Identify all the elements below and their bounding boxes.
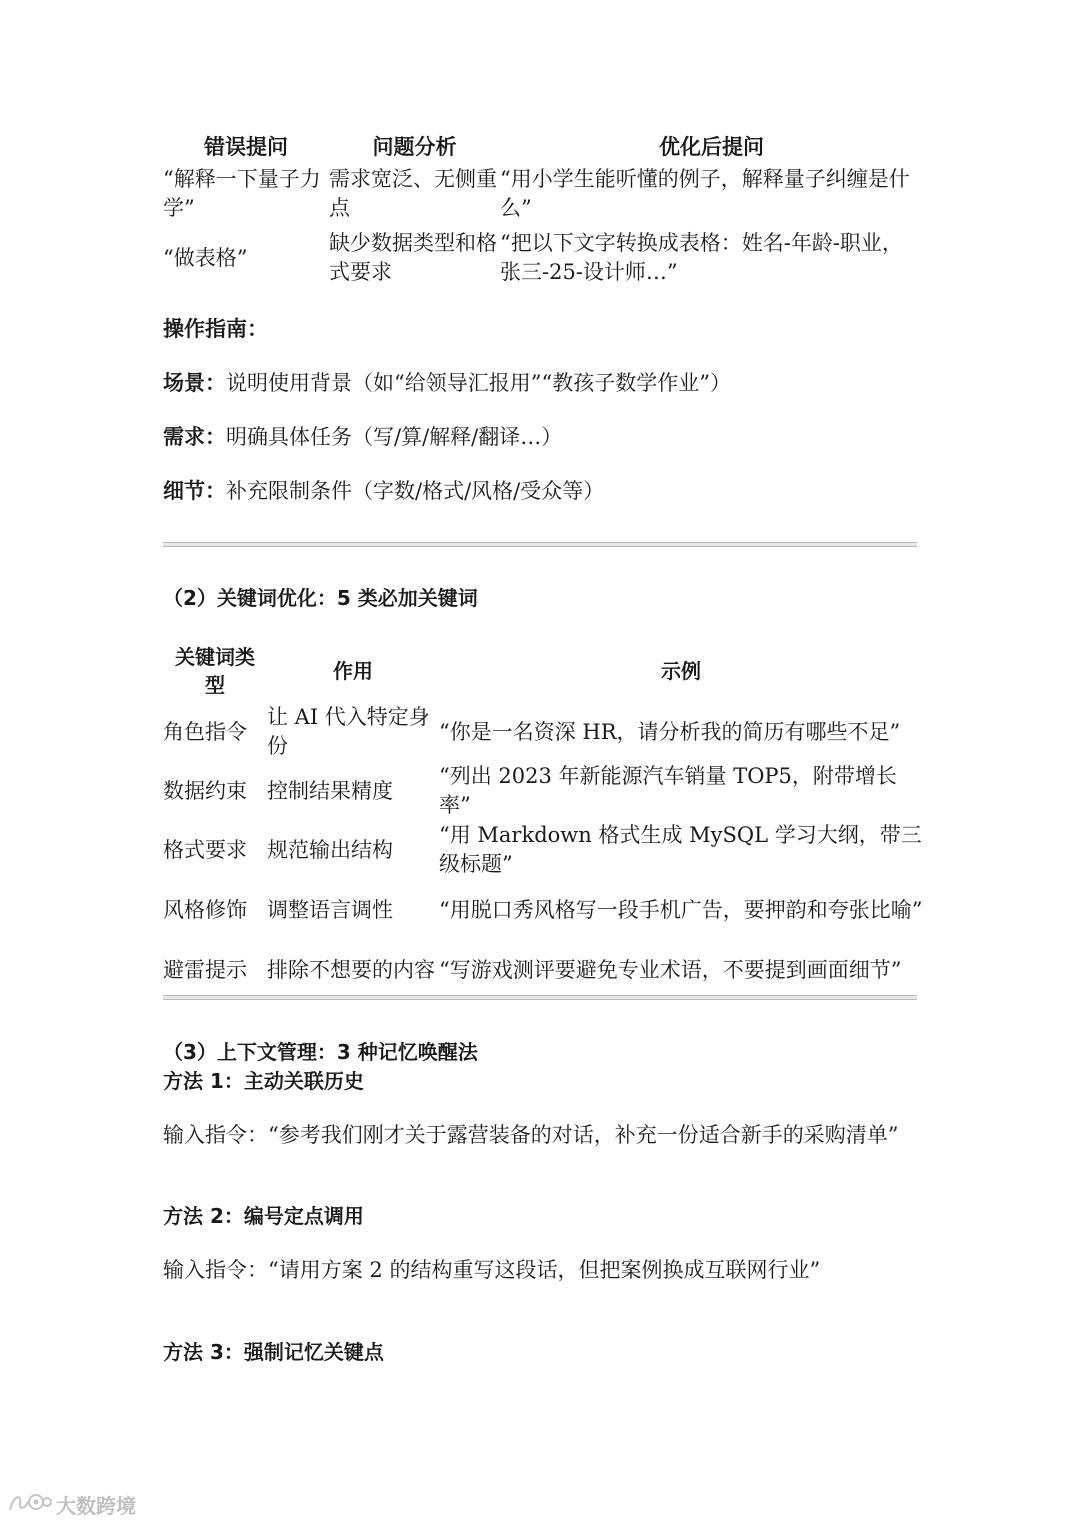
divider [163, 995, 917, 1000]
guide-item-label: 场景： [163, 371, 226, 395]
table-header-row [163, 133, 923, 165]
table-row [163, 702, 923, 762]
table-cell: 规范输出结构 [267, 837, 393, 862]
table-header: 错误提问 [204, 135, 288, 159]
table-row [163, 940, 923, 1000]
table-cell: “用 Markdown 格式生成 MySQL 学习大纲，带三级标题” [439, 823, 922, 876]
table-cell: 避雷提示 [163, 957, 247, 982]
section-title: （3）上下文管理：3 种记忆唤醒法 [163, 1040, 478, 1064]
method-title: 方法 1：主动关联历史 [163, 1069, 364, 1093]
divider [163, 542, 917, 547]
guide-item-text: 补充限制条件（字数/格式/风格/受众等） [226, 479, 605, 503]
table-cell: “用脱口秀风格写一段手机广告，要押韵和夸张比喻” [439, 897, 923, 922]
table-cell: 数据约束 [163, 778, 247, 803]
guide-item [163, 369, 731, 398]
table-cell: 角色指令 [163, 719, 247, 744]
watermark [8, 1490, 136, 1519]
table-cell: 缺少数据类型和格式要求 [329, 231, 497, 284]
table-cell: 需求宽泛、无侧重点 [329, 167, 497, 220]
table-row [163, 880, 923, 940]
guide-item-label: 需求： [163, 425, 226, 449]
table-header: 作用 [333, 658, 373, 683]
comparison-table [163, 133, 923, 293]
guide-item-label: 细节： [163, 479, 226, 503]
table-cell: “用小学生能听懂的例子，解释量子纠缠是什么” [500, 167, 910, 220]
table-cell: “解释一下量子力学” [163, 167, 321, 220]
table-row [163, 229, 923, 293]
method-title: 方法 2：编号定点调用 [163, 1204, 364, 1228]
table-cell: “写游戏测评要避免专业术语，不要提到画面细节” [439, 957, 902, 982]
table-row [163, 820, 923, 880]
table-cell: 调整语言调性 [267, 897, 393, 922]
watermark-text: 大数跨境 [56, 1494, 136, 1518]
table-row [163, 165, 923, 229]
table-header: 优化后提问 [659, 135, 764, 159]
table-header: 关键词类型 [175, 644, 255, 697]
guide-title: 操作指南： [163, 317, 268, 341]
table-cell: “把以下文字转换成表格：姓名-年龄-职业，张三-25-设计师…” [500, 231, 903, 284]
table-header-row [163, 640, 923, 702]
method-text: 输入指令：“请用方案 2 的结构重写这段话，但把案例换成互联网行业” [163, 1258, 821, 1282]
method-text: 输入指令：“参考我们刚才关于露营装备的对话，补充一份适合新手的采购清单” [163, 1123, 899, 1147]
table-header: 示例 [661, 658, 701, 683]
guide-item-text: 说明使用背景（如“给领导汇报用”“教孩子数学作业”） [226, 371, 731, 395]
guide-item-text: 明确具体任务（写/算/解释/翻译…） [226, 425, 563, 449]
guide-item [163, 477, 604, 506]
section-title: （2）关键词优化：5 类必加关键词 [163, 586, 478, 610]
table-cell: 控制结果精度 [267, 778, 393, 803]
method-title: 方法 3：强制记忆关键点 [163, 1340, 384, 1364]
keyword-table [163, 640, 923, 1000]
table-cell: 风格修饰 [163, 897, 247, 922]
table-cell: 让 AI 代入特定身份 [267, 705, 430, 758]
table-cell: “做表格” [163, 245, 248, 270]
table-cell: 排除不想要的内容 [267, 957, 435, 982]
table-row [163, 762, 923, 820]
guide-item [163, 423, 562, 452]
table-cell: 格式要求 [163, 837, 247, 862]
table-cell: “你是一名资深 HR，请分析我的简历有哪些不足” [439, 719, 901, 744]
watermark-logo-icon [8, 1490, 52, 1519]
table-header: 问题分析 [372, 135, 457, 159]
table-cell: “列出 2023 年新能源汽车销量 TOP5，附带增长率” [439, 764, 897, 817]
